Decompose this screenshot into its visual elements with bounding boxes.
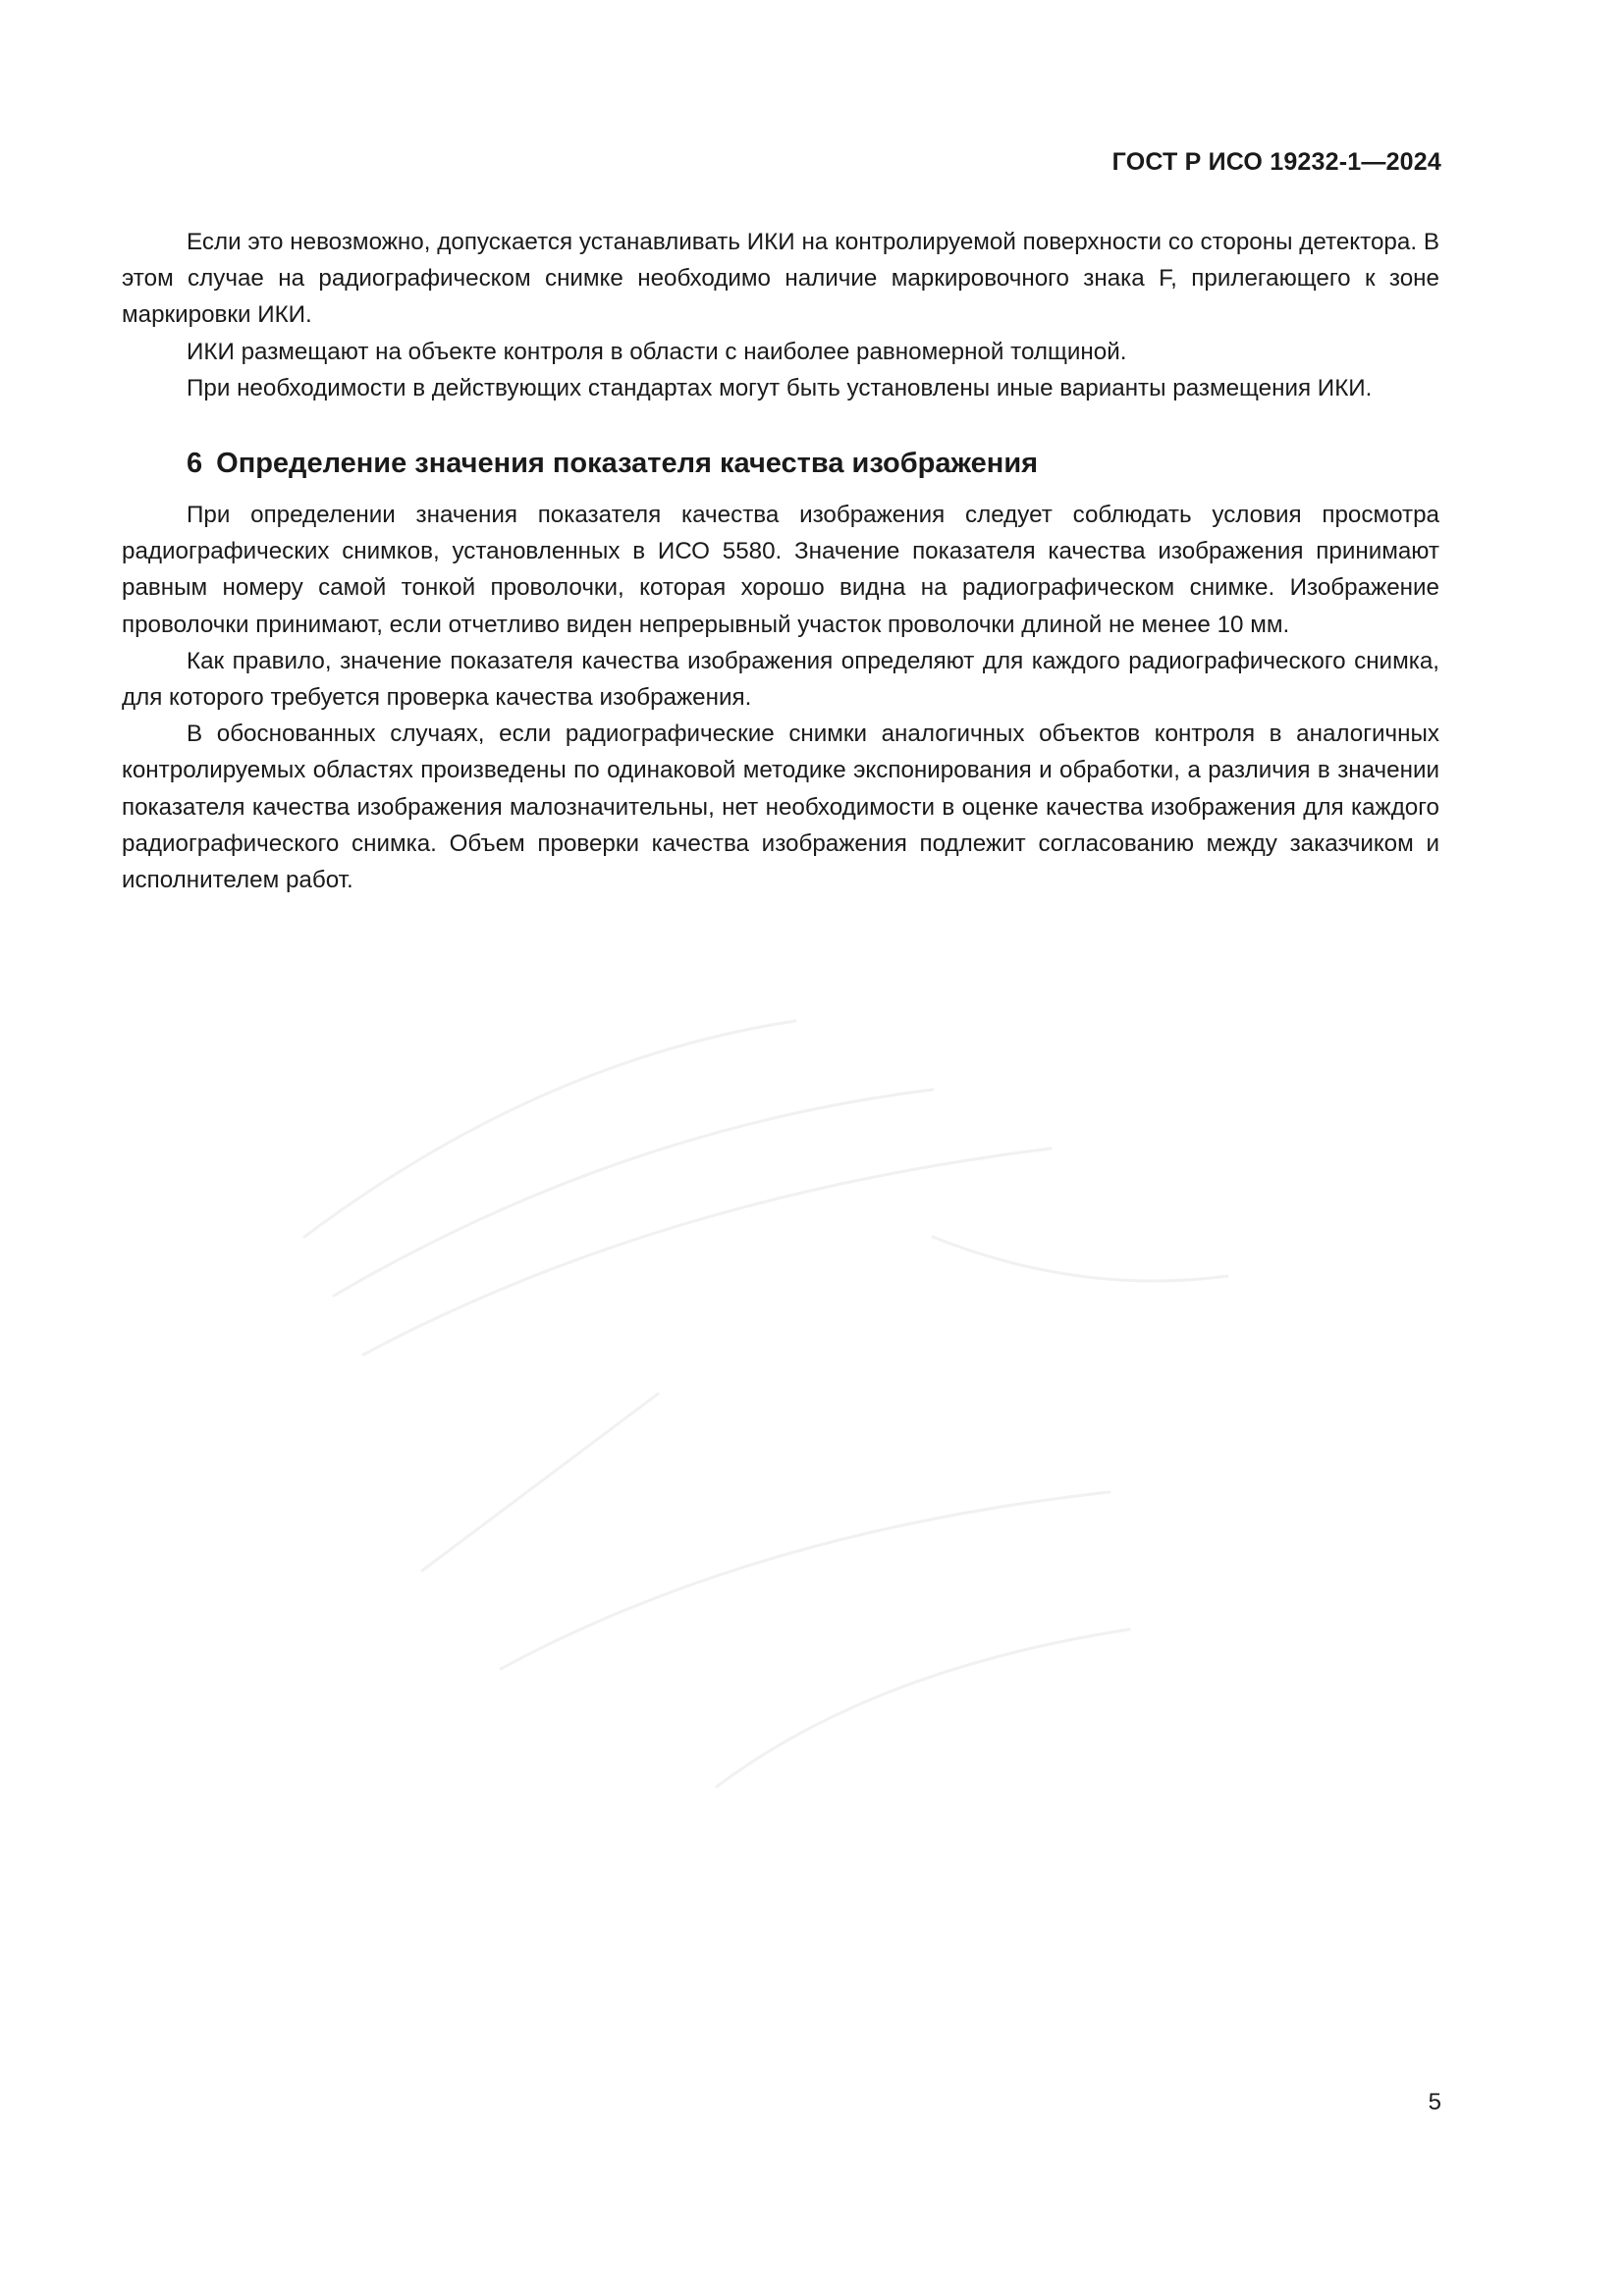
document-code: ГОСТ Р ИСО 19232-1—2024 [1111,148,1441,176]
faint-watermark-graphic [245,982,1375,1865]
intro-paragraph-2: ИКИ размещают на объекте контроля в области с наиболее равномерной толщиной. [187,338,1127,365]
section-title: Определение значения показателя качества изображения [216,448,1039,480]
section-paragraph-3: В обоснованных случаях, если радиографические снимки аналогичных объектов контроля в аналогичных контролируемых областях произведены по одинаковой методике экспонирования и обработки, а различия в значении показателя качества изображения малозначительны, нет необходимости в оценке качества изображения для каждого радиографического снимка. Объем проверки качества изображения подлежит согласованию между заказчиком и исполнителем работ. [122,721,1439,894]
intro-paragraph-3: При необходимости в действующих стандартах могут быть установлены иные варианты размещения ИКИ. [187,374,1373,401]
document-body [122,224,1439,898]
section-number: 6 [187,448,203,480]
section-paragraph-2: Как правило, значение показателя качества изображения определяют для каждого радиографического снимка, для которого требуется проверка качества изображения. [122,647,1439,712]
section-heading [122,444,1439,483]
intro-paragraph-1: Если это невозможно, допускается устанавливать ИКИ на контролируемой поверхности со стороны детектора. В этом случае на радиографическом снимке необходимо наличие маркировочного знака F, прилегающего к зоне маркировки ИКИ. [122,229,1439,329]
section-paragraph-1: При определении значения показателя качества изображения следует соблюдать условия просмотра радиографических снимков, установленных в ИСО 5580. Значение показателя качества изображения принимают равным номеру самой тонкой проволочки, которая хорошо видна на радиографическом снимке. Изображение проволочки принимают, если отчетливо виден непрерывный участок проволочки длиной не менее 10 мм. [122,502,1439,638]
page-number: 5 [1428,2089,1441,2115]
